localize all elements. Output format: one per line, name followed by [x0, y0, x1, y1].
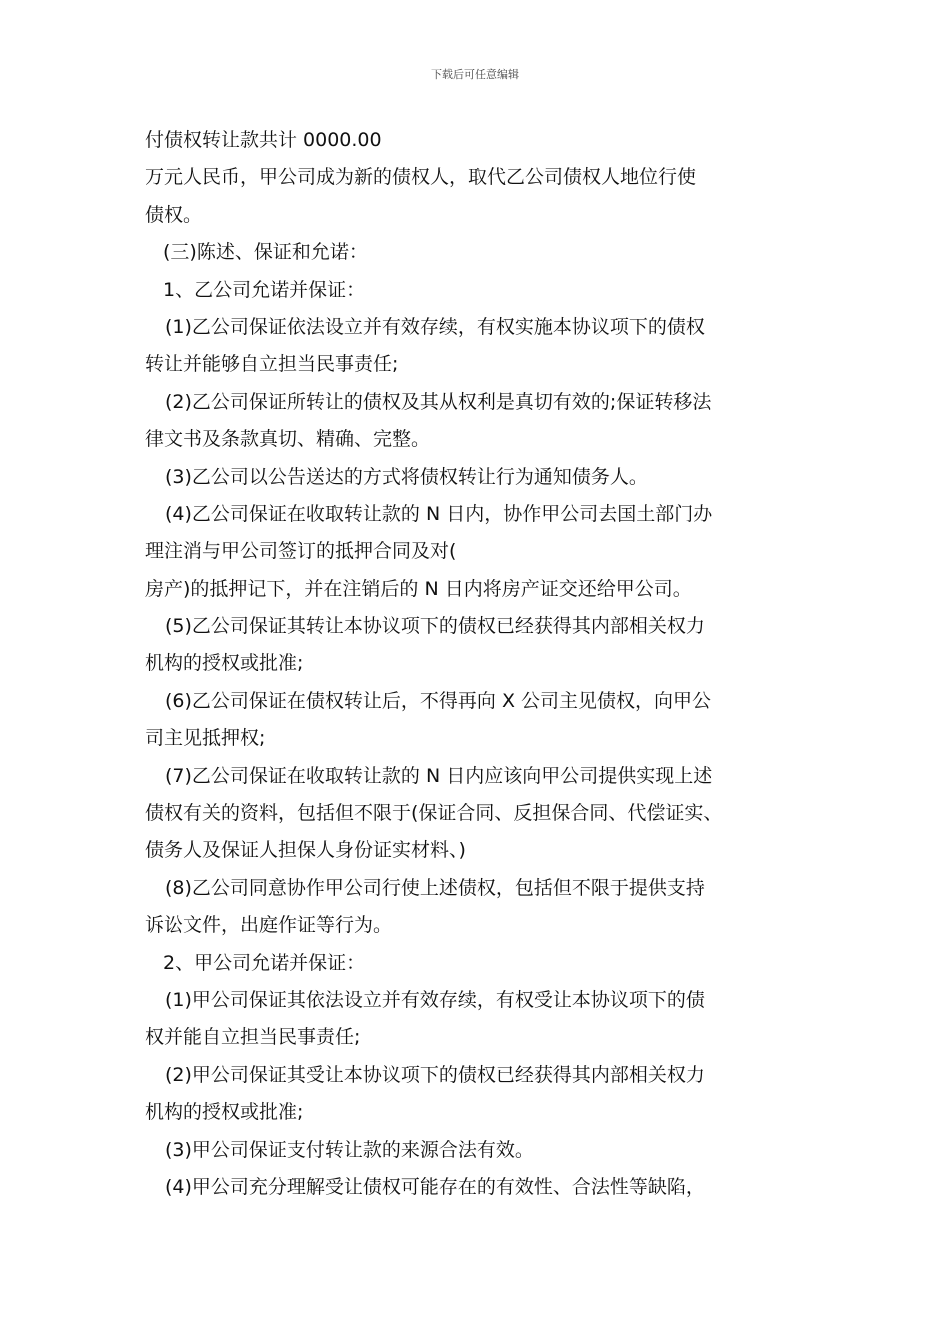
- text-line: 机构的授权或批准;: [145, 1101, 304, 1124]
- text-line: (7)乙公司保证在收取转让款的 N 日内应该向甲公司提供实现上述: [165, 764, 713, 787]
- text-line: 债权。: [145, 203, 203, 226]
- document-body: [145, 122, 835, 1206]
- text-line: (3)乙公司以公告送达的方式将债权转让行为通知债务人。: [165, 465, 648, 488]
- text-line: 诉讼文件，出庭作证等行为。: [145, 914, 393, 937]
- text-line: 万元人民币，甲公司成为新的债权人，取代乙公司债权人地位行使: [145, 166, 697, 189]
- text-line: 机构的授权或批准;: [145, 652, 304, 675]
- text-line: (4)乙公司保证在收取转让款的 N 日内，协作甲公司去国土部门办: [165, 502, 713, 525]
- text-line: 司主见抵押权;: [145, 727, 266, 750]
- text-line: (4)甲公司充分理解受让债权可能存在的有效性、合法性等缺陷，: [165, 1175, 705, 1198]
- text-line: 房产)的抵押记下，并在注销后的 N 日内将房产证交还给甲公司。: [145, 577, 692, 600]
- page-header: 下载后可任意编辑: [431, 68, 519, 81]
- text-line: 律文书及条款真切、精确、完整。: [145, 428, 431, 451]
- text-line: 债权有关的资料，包括但不限于(保证合同、反担保合同、代偿证实、: [145, 802, 723, 825]
- text-line: (2)乙公司保证所转让的债权及其从权利是真切有效的;保证转移法: [165, 390, 712, 413]
- text-line: (8)乙公司同意协作甲公司行使上述债权，包括但不限于提供支持: [165, 876, 705, 899]
- text-line: 债务人及保证人担保人身份证实材料、): [145, 839, 466, 862]
- subsection-heading: 1、乙公司允诺并保证：: [163, 278, 366, 301]
- section-heading: (三)陈述、保证和允诺：: [163, 241, 368, 264]
- text-line: (1)乙公司保证依法设立并有效存续，有权实施本协议项下的债权: [165, 315, 705, 338]
- text-line: (1)甲公司保证其依法设立并有效存续，有权受让本协议项下的债: [165, 988, 705, 1011]
- text-line: 理注消与甲公司签订的抵押合同及对(: [145, 540, 457, 563]
- subsection-heading: 2、甲公司允诺并保证：: [163, 951, 366, 974]
- text-line: (6)乙公司保证在债权转让后，不得再向 X 公司主见债权，向甲公: [165, 689, 712, 712]
- text-line: 付债权转让款共计 0000.00: [145, 129, 382, 151]
- text-line: (3)甲公司保证支付转让款的来源合法有效。: [165, 1138, 534, 1161]
- text-line: 转让并能够自立担当民事责任;: [145, 353, 399, 376]
- text-line: (5)乙公司保证其转让本协议项下的债权已经获得其内部相关权力: [165, 615, 705, 638]
- text-line: 权并能自立担当民事责任;: [145, 1026, 361, 1049]
- text-line: (2)甲公司保证其受让本协议项下的债权已经获得其内部相关权力: [165, 1063, 705, 1086]
